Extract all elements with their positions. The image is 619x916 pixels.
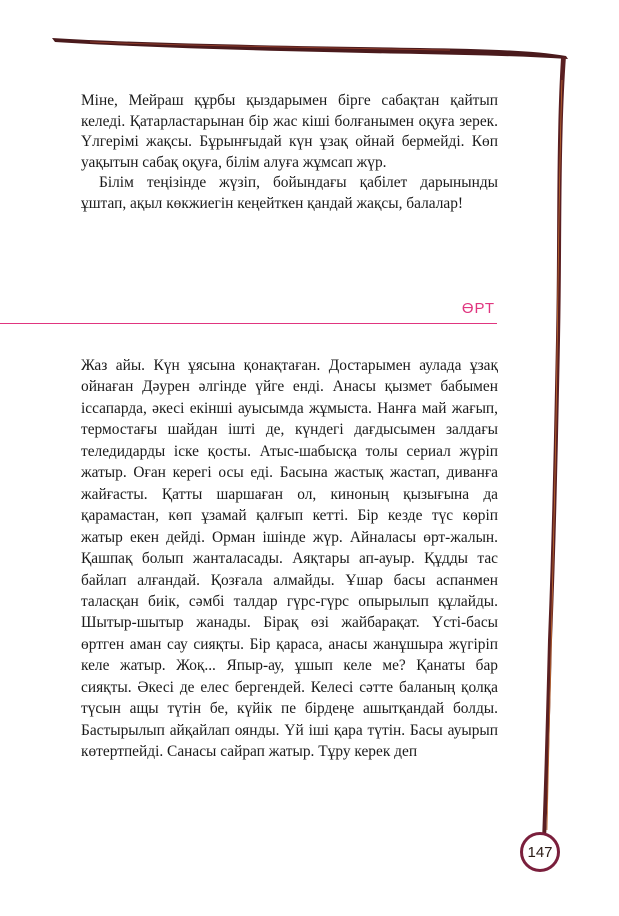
page-number: 147 (520, 832, 560, 872)
story-text (81, 355, 498, 763)
story-paragraph: Жаз айы. Күн ұясына қонақтаған. Достарымен аулада ұзақ ойнаған Дәурен әлгінде үйге енді. Анасы қызмет бабымен іссапарда, әкесі екінші ауысымда жұмыста. Нанға май жағып, термостағы шайдан ішті де, күндегі дағдысымен залдағы теледидарды іске қосты. Атыс-шабысқа толы сериал жүріп жатыр. Оған керегі осы еді. Басына жастық жастап, диванға жайғасты. Қатты шаршаған ол, киноның қызығына да қарамастан, көп ұзамай қалғып кетті. Бір кезде түс көріп жатыр екен дейді. Орман ішінде жүр. Айналасы өрт-жалын. Қашпақ болып жанталасады. Аяқтары ап-ауыр. Құдды тас байлап алғандай. Қозғала алмайды. Ұшар басы аспанмен таласқан биік, сәмбі талдар гүрс-гүрс опырылып құлайды. Шытыр-шытыр жанады. Бірақ өзі жайбарақат. Үсті-басы өртген аман сау сияқты. Бір қараса, анасы жанұшыра жүгіріп келе жатыр. Жоқ... Япыр-ау, ұшып келе ме? Қанаты бар сияқты. Әкесі де елес бергендей. Келесі сәтте баланың қолқа түсын ащы түтін бе, күйік пе бірдеңе ашытқандай болды. Бастырылып айқайлап оянды. Үй іші қара түтін. Басы ауырып көтертпейді. Санасы сайрап жатыр. Тұру керек деп (81, 357, 498, 761)
top-stick (52, 38, 568, 59)
right-stick (542, 56, 566, 842)
section-divider (0, 323, 497, 324)
intro-text (81, 91, 498, 215)
section-title: ӨРТ (461, 300, 495, 317)
intro-paragraph-1: Міне, Мейраш құрбы қыздарымен бірге сабақтан қайтып келеді. Қатарластарынан бір жас кіші болғанымен оқуға зерек. Үлгерімі жақсы. Бұрынғыдай күн ұзақ ойнай бермейді. Көп уақытын сабақ оқуға, білім алуға жұмсап жүр. (81, 92, 498, 171)
intro-paragraph-2: Білім теңізінде жүзіп, бойындағы қабілет дарынынды ұштап, ақыл көкжиегін кеңейткен қандай жақсы, балалар! (81, 174, 498, 212)
